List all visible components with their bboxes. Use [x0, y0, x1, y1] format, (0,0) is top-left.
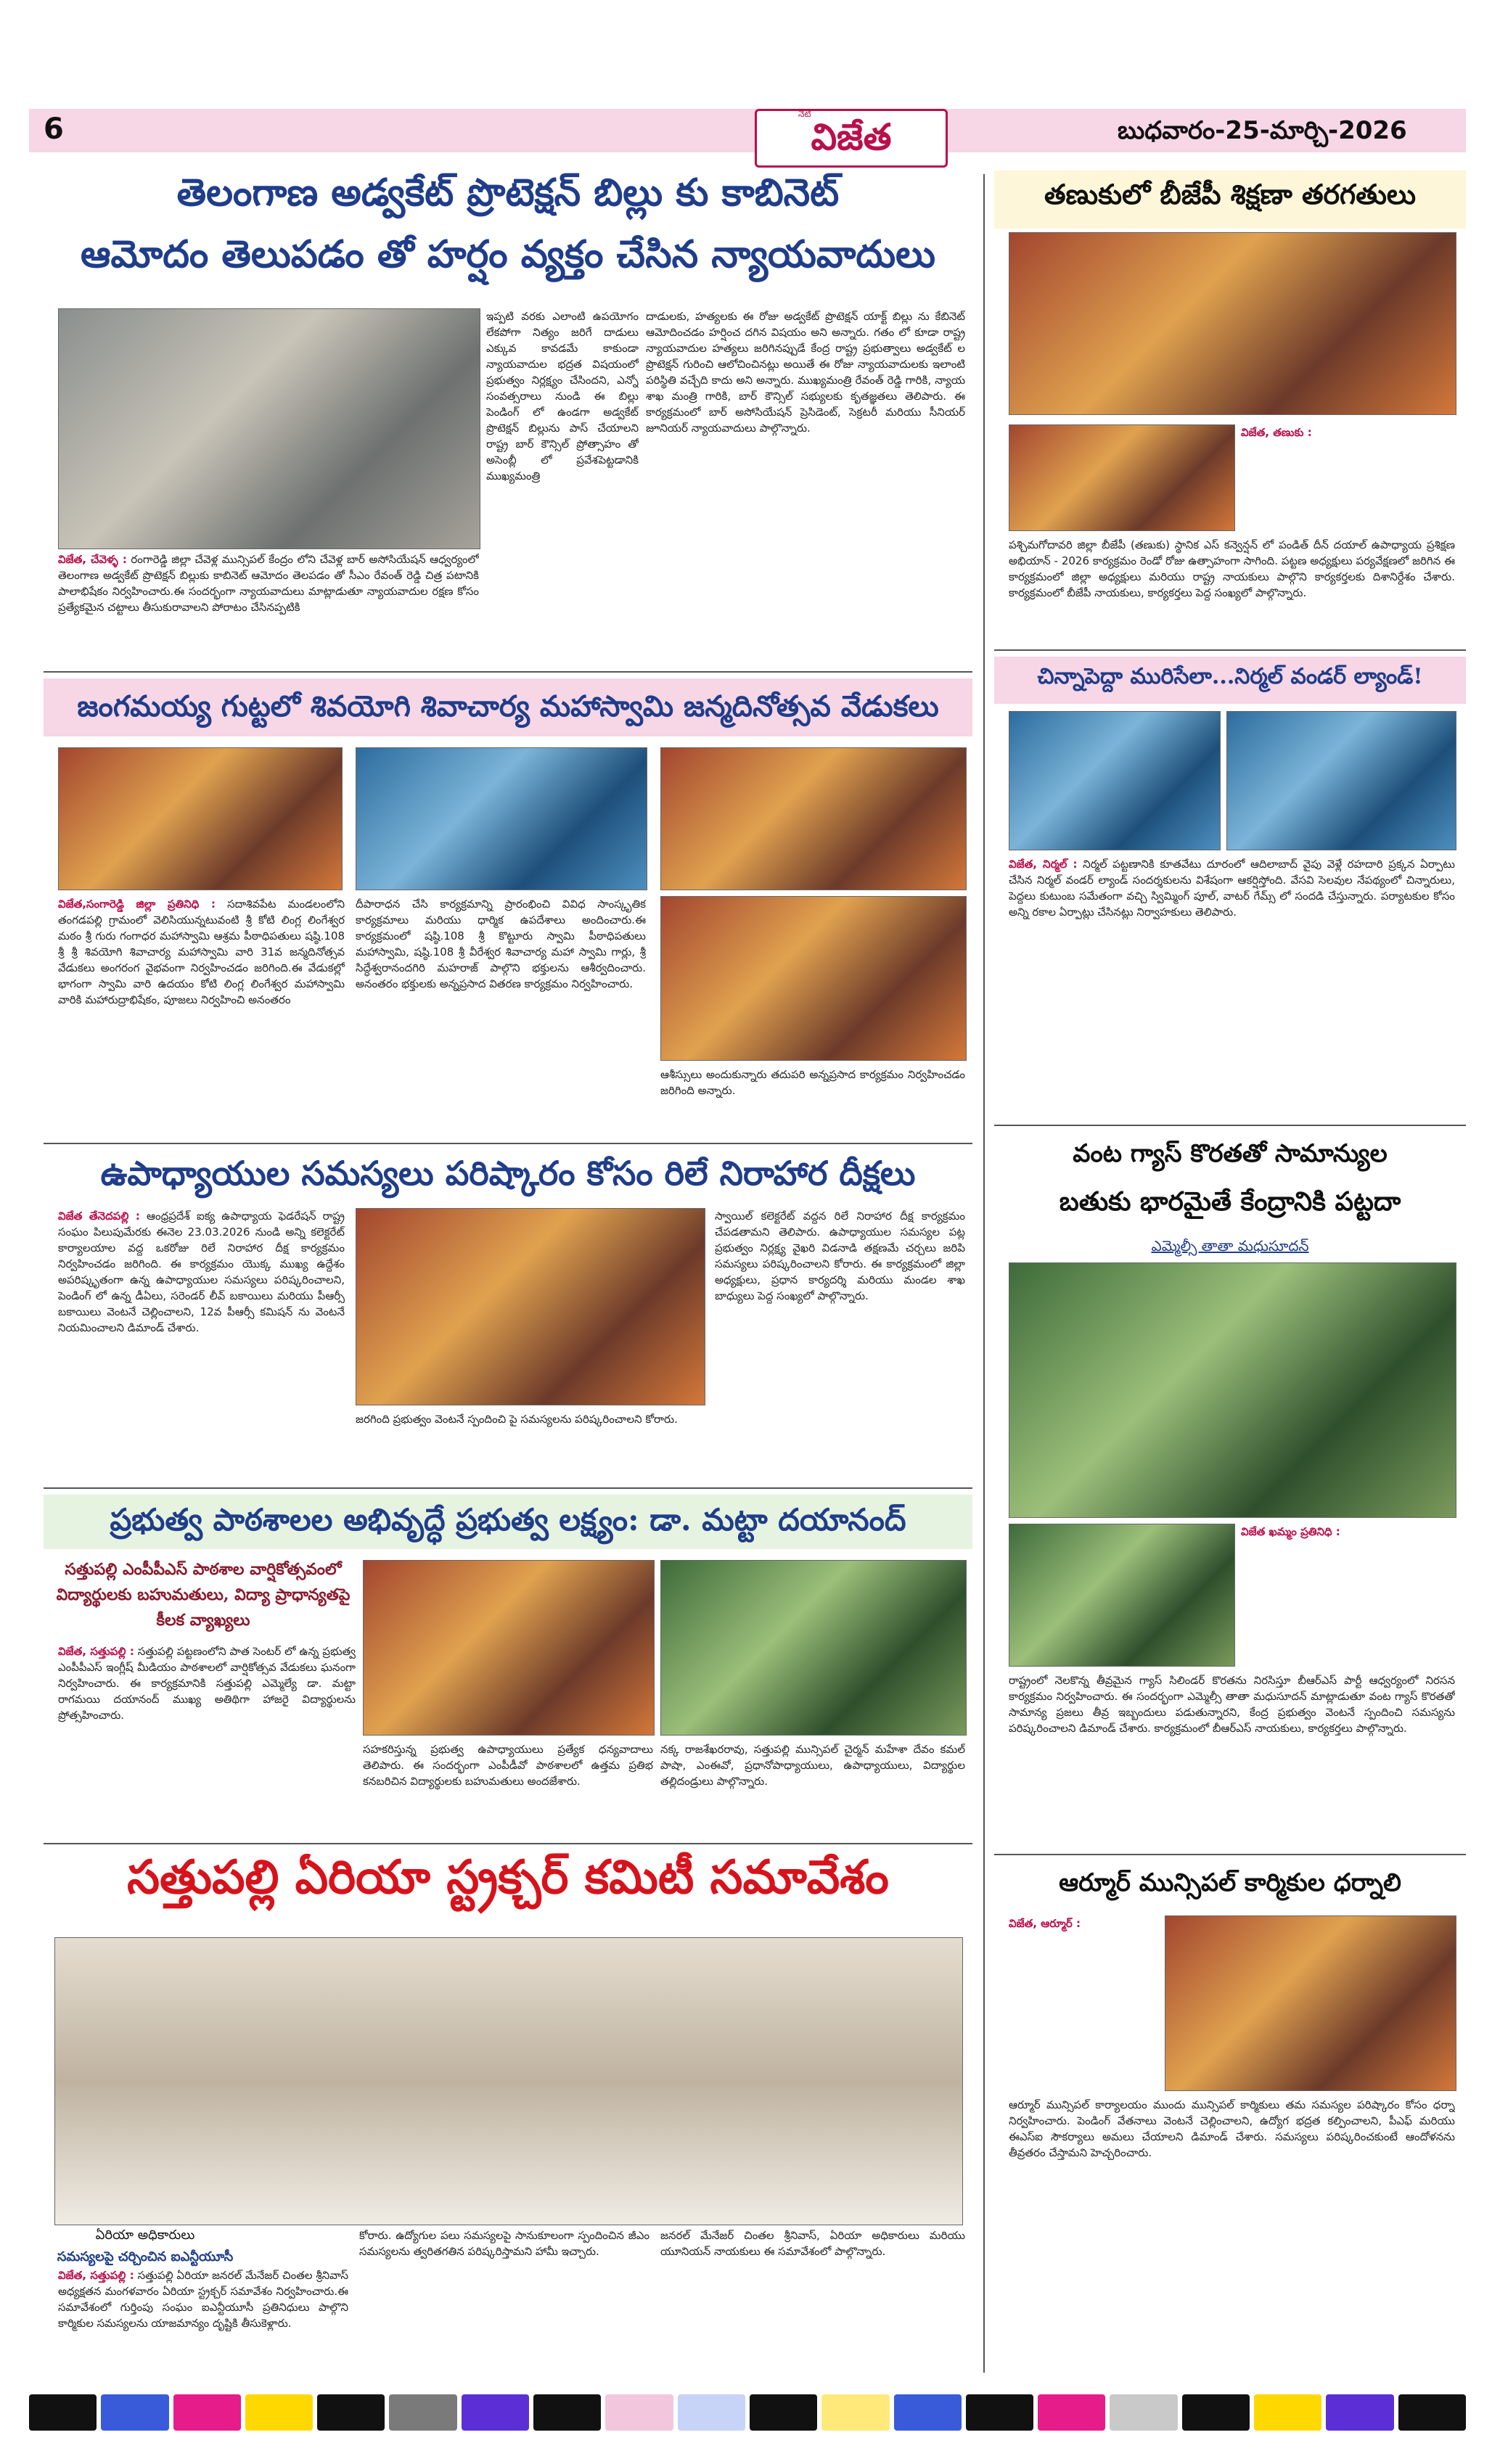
divider	[994, 1125, 1466, 1126]
article3-body-3: జరగింది ప్రభుత్వం వెంటనే స్పందించి పై సమస్యలను పరిష్కరించాలని కోరారు.	[356, 1413, 678, 1426]
article1-headline-1: తెలంగాణ అడ్వకేట్ ప్రొటెక్షన్ బిల్లు కు కాబినెట్	[176, 171, 840, 215]
color-registration-strip	[29, 2394, 1466, 2431]
article5-caption-2: సమస్యలపై చర్చించిన ఐఎన్టీయూసీ	[57, 2249, 234, 2264]
divider	[44, 1487, 972, 1489]
page-number: 6	[44, 112, 64, 146]
article4-photo-1	[363, 1560, 655, 1736]
side3-headline-2: బతుకు భారమైతే కేంద్రానికి పట్టదా	[1059, 1186, 1401, 1217]
article2-photo-3	[660, 747, 967, 890]
article1-body-2: ఇప్పటి వరకు ఎలాంటి ఉపయోగం లేకపోగా నిత్యం జరిగే దాడులు ఎక్కువ కావడమే కాకుండా న్యాయవాదుల భద్రత విషయంలో ప్రభుత్వం నిర్లక్ష్యం చేసిందని, ఎన్నో సంవత్సరాలు నుండి ఈ బిల్లు పెండింగ్ లో ఉండగా అడ్వకేట్ ప్రొటెక్షన్ బిల్లును పాస్ చేయాలని రాష్ట్ర బార్ కౌన్సిల్ ప్రోత్సాహం తో అసెంబ్లీ లో ప్రవేశపెట్టడానికి ముఖ్యమంత్రి	[486, 310, 639, 482]
article4-body-1	[58, 1643, 356, 1836]
side3-subline: ఎమ్మెల్సీ తాతా మధుసూదన్	[1151, 1237, 1309, 1254]
article2-photo-1	[58, 747, 343, 890]
article2-headline: జంగమయ్య గుట్టలో శివయోగి శివాచార్య మహాస్వామి జన్మదినోత్సవ వేడుకలు	[77, 689, 939, 723]
divider	[44, 1143, 972, 1144]
divider	[44, 671, 972, 673]
article3-body-1	[58, 1208, 345, 1480]
article2-photo-2	[356, 747, 647, 890]
article3-photo	[356, 1208, 705, 1405]
article5-body-3: జనరల్ మేనేజర్ చింతల శ్రీనివాస్, ఏరియా అధికారులు మరియు యూనియన్ నాయకులు ఈ సమావేశంలో పాల్గొన్నారు.	[660, 2229, 965, 2258]
article5-body-2: కోరారు. ఉద్యోగుల పలు సమస్యలపై సానుకూలంగా స్పందించిన జీఎం సమస్యలను త్వరితగతిన పరిష్కరిస్తామని హామీ ఇచ్చారు.	[359, 2229, 649, 2258]
side2-body	[1009, 856, 1455, 1117]
side1-photo-2	[1009, 424, 1235, 531]
side4-byline: విజేత, ఆర్మూర్ :	[1009, 1917, 1081, 1930]
side1-body-a	[1241, 424, 1455, 530]
article1-body-1	[58, 551, 479, 660]
column-divider	[983, 174, 985, 2373]
masthead-logo	[755, 109, 948, 168]
article4-body-1-text: సత్తుపల్లి పట్టణంలోని పాత సెంటర్ లో ఉన్న ప్రభుత్వ ఎంపీపీఎస్ ఇంగ్లీష్ మీడియం పాఠశాలలో వార్షికోత్సవ వేడుకలు ఘనంగా నిర్వహించారు. ఈ కార్యక్రమానికి సత్తుపల్లి ఎమ్మెల్యే డా. మట్టా రాగమయి దయానంద్ ముఖ్య అతిథిగా హాజరై విద్యార్థులను ప్రోత్సహించారు.	[58, 1645, 356, 1722]
article3-byline: విజేత తేనెదపల్లి :	[58, 1210, 140, 1223]
masthead-small: నేటి	[798, 109, 811, 119]
side1-photo-1	[1009, 232, 1456, 415]
side1-body: పశ్చిమగోదావరి జిల్లా బీజేపీ (తణుకు) స్థానిక ఎస్ కన్వెన్షన్ లో పండిత్ దీన్ దయాల్ ఉపాధ్యాయ ప్రశిక్షణ అభియాన్ - 2026 కార్యక్రమం రెండో రోజు ఉత్సాహంగా సాగింది. పట్టణ అధ్యక్షులు పర్యవేక్షణలో జరిగిన ఈ కార్యక్రమంలో జిల్లా అధ్యక్షులు మరియు రాష్ట్ర నాయకులు పాల్గొని కార్యకర్తలకు దిశానిర్దేశం చేశారు. కార్యక్రమంలో బీజేపీ నాయకులు, కార్యకర్తలు పెద్ద సంఖ్యలో పాల్గొన్నారు.	[1009, 538, 1455, 599]
article5-photo	[54, 1937, 963, 2225]
side2-photo-1	[1009, 711, 1221, 850]
article2-body-1	[58, 896, 345, 1136]
side2-headline: చిన్నాపెద్దా మురిసేలా...నిర్మల్ వండర్ ల్యాండ్!	[1037, 664, 1423, 689]
article3-body-2: స్వాయిల్ కలెక్టరేట్ వద్దన రిలే నిరాహార దీక్ష కార్యక్రమం చేపడతామని తెలిపారు. ఉపాధ్యాయుల సమస్యల పట్ల ప్రభుత్వం నిర్లక్ష్య వైఖరి విడనాడి తక్షణమే చర్చలు జరిపి సమస్యలు పరిష్కరించాలని కోరారు. ఈ కార్యక్రమంలో జిల్లా అధ్యక్షులు, ప్రధాన కార్యదర్శి మరియు మండల శాఖ బాధ్యులు పెద్ద సంఖ్యలో పాల్గొన్నారు.	[715, 1210, 965, 1302]
article1-headline-2: ఆమోదం తెలుపడం తో హర్షం వ్యక్తం చేసిన న్యాయవాదులు	[81, 232, 935, 276]
side1-byline: విజేత, తణుకు :	[1241, 426, 1312, 439]
side4-body-a	[1009, 1915, 1157, 2090]
article1-photo	[58, 308, 480, 549]
side4-photo	[1165, 1915, 1456, 2091]
side3-photo-1	[1009, 1262, 1456, 1518]
divider	[994, 1854, 1466, 1855]
article4-subhead-3: కీలక వ్యాఖ్యలు	[156, 1611, 250, 1630]
article5-byline: విజేత, సత్తుపల్లి :	[58, 2269, 134, 2282]
article1-body-1-text: రంగారెడ్డి జిల్లా చేవెళ్ల మున్సిపల్ కేంద్రం లోని చేవెళ్ల బార్ అసోసియేషన్ ఆధ్వర్యంలో తెలంగాణ అడ్వకేట్ ప్రొటెక్షన్ బిల్లుకు కాబినెట్ ఆమోదం తెలపడం తో సీఎం రేవంత్ రెడ్డి చిత్ర పటానికి పాలాభిషేకం నిర్వహించారు.ఈ సందర్భంగా న్యాయవాదులు మాట్లాడుతూ న్యాయవాదుల రక్షణ కోసం ప్రత్యేకమైన చట్టాలు తీసుకురావాలని పోరాటం చేసినప్పటికి	[58, 553, 479, 614]
masthead-title: విజేత	[811, 116, 892, 158]
article5-caption-1: ఏరియా అధికారులు	[95, 2227, 195, 2243]
side4-headline: ఆర్మూర్ మున్సిపల్ కార్మికుల ధర్నాలి	[1059, 1868, 1401, 1897]
side2-byline: విజేత, నిర్మల్ :	[1009, 858, 1078, 871]
side3-headline-1: వంట గ్యాస్ కొరతతో సామాన్యుల	[1073, 1139, 1388, 1168]
article4-photo-2	[660, 1560, 967, 1736]
divider	[44, 1843, 972, 1844]
article2-photo-4	[660, 896, 967, 1061]
side3-body: రాష్ట్రంలో నెలకొన్న తీవ్రమైన గ్యాస్ సిలిండర్ కొరతను నిరసిస్తూ బీఆర్ఎస్ పార్టీ ఆధ్వర్యంలో నిరసన కార్యక్రమం నిర్వహించారు. ఈ సందర్భంగా ఎమ్మెల్సీ తాతా మధుసూదన్ మాట్లాడుతూ వంట గ్యాస్ కొరతతో సామాన్య ప్రజలు తీవ్ర ఇబ్బందులు పడుతున్నారని, కేంద్ర ప్రభుత్వం వెంటనే స్పందించి సమస్యను పరిష్కరించాలని డిమాండ్ చేశారు. కార్యక్రమంలో బీఆర్ఎస్ నాయకులు, కార్యకర్తలు పాల్గొన్నారు.	[1009, 1674, 1455, 1735]
divider	[994, 649, 1466, 651]
article1-body-3: దాడులకు, హత్యలకు ఈ రోజు అడ్వకేట్ ప్రొటెక్షన్ యాక్ట్ బిల్లు ను కేబినెట్ ఆమోదించడం హర్షించ దగిన విషయం అని అన్నారు. గతం లో కూడా రాష్ట్ర న్యాయవాదుల హత్యలు జరిగినప్పుడే కేంద్ర రాష్ట్ర ప్రభుత్వాలు అడ్వకేట్ ల ప్రొటెక్షన్ గురించి ఆలోచించినట్లు అయితే ఈ రోజు న్యాయవాదులకు ఇలాంటి పరిస్థితి వచ్చేది కాదు అని అన్నారు. ముఖ్యమంత్రి రేవంత్ రెడ్డి గారికి, న్యాయ శాఖ మంత్రి గారికి, బార్ కౌన్సిల్ సభ్యులకు కృతజ్ఞతలు తెలిపారు. ఈ కార్యక్రమంలో బార్ అసోసియేషన్ ప్రెసిడెంట్, సెక్రటరీ మరియు సీనియర్ జూనియర్ న్యాయవాదులు పాల్గొన్నారు.	[646, 310, 965, 435]
article4-headline: ప్రభుత్వ పాఠశాలల అభివృద్ధే ప్రభుత్వ లక్ష్యం: డా. మట్టా దయానంద్	[110, 1502, 906, 1537]
side3-photo-2	[1009, 1524, 1235, 1667]
article3-body-1-text: ఆంధ్రప్రదేశ్ ఐక్య ఉపాధ్యాయ ఫెడరేషన్ రాష్ట్ర సంఘం పిలుపుమేరకు ఈనెల 23.03.2026 నుండి అన్ని కలెక్టరేట్ కార్యాలయాల వద్ద ఒకరోజు రిలే నిరాహార దీక్ష కార్యక్రమం నిర్వహించడం జరిగింది. ఈ కార్యక్రమం యొక్క ముఖ్య ఉద్దేశం అపరిష్కృతంగా ఉన్న ఉపాధ్యాయుల సమస్యలు పరిష్కరించాలని, పెండింగ్ లో ఉన్న డీఏలు, సరెండర్ లీవ్ బకాయిలు మరియు పీఆర్సీ బకాయిలు వెంటనే చెల్లించాలని, 12వ పీఆర్సీ కమిషన్ ను వెంటనే నియమించాలని డిమాండ్ చేశారు.	[58, 1210, 345, 1334]
article2-body-2: దీపారాధన చేసి కార్యక్రమాన్ని ప్రారంభించి వివిధ సాంస్కృతిక కార్యక్రమాలు మరియు ధార్మిక ఉపదేశాలు అందించారు.ఈ కార్యక్రమంలో షష్ఠి.108 శ్రీ కొట్టూరు స్వామి పీఠాధిపతులు మహాస్వామి, షష్ఠి.108 శ్రీ వీరేశ్వర శివాచార్య మహా స్వామి గార్లు, శ్రీ సిద్ధేశ్వరానందగిరి మహరాజ్ పాల్గొని భక్తులను ఆశీర్వదించారు. అనంతరం భక్తులకు అన్నప్రసాద వితరణ కార్యక్రమం నిర్వహించారు.	[356, 898, 646, 990]
article2-body-1-text: సదాశివపేట మండలంలోని తంగడపల్లి గ్రామంలో వెలిసియున్నటువంటి శ్రీ కోటి లింగ్ల లింగేశ్వర మఠం శ్రీ గురు గంగాధర మహాస్వామి ఆశ్రమ పీఠాధిపతులు షష్ఠి.108 శ్రీ శ్రీ శివయోగి శివాచార్య మహాస్వామి వారి 31వ జన్మదినోత్సవ వేడుకలు అంగరంగ వైభవంగా నిర్వహించడం జరిగింది.ఈ వేడుకల్లో భాగంగా స్వామి వారి ఉదయం కోటి లింగ్ల లింగేశ్వర మహాస్వామి వారికి మహారుద్రాభిషేకం, పూజలు నిర్వహించి అనంతరం	[58, 898, 345, 1006]
article4-body-3: నక్క రాజశేఖరరావు, సత్తుపల్లి మున్సిపల్ చైర్మన్ మహేశా దేవం కమల్ పాషా, ఎంఈవో, ప్రధానోపాధ్యాయులు, ఉపాధ్యాయులు, విద్యార్థుల తల్లిదండ్రులు పాల్గొన్నారు.	[660, 1743, 965, 1788]
side3-body-a	[1241, 1524, 1455, 1665]
article5-body-1-text: సత్తుపల్లి ఏరియా జనరల్ మేనేజర్ చింతల శ్రీనివాస్ అధ్యక్షతన మంగళవారం ఏరియా స్ట్రక్చర్ సమావేశం నిర్వహించారు.ఈ సమావేశంలో గుర్తింపు సంఘం ఐఎన్టీయూసీ ప్రతినిధులు పాల్గొని కార్మికుల సమస్యలను యాజమాన్యం దృష్టికి తీసుకెళ్లారు.	[58, 2269, 348, 2330]
article4-byline: విజేత, సత్తుపల్లి :	[58, 1645, 134, 1658]
article1-byline: విజేత, చేవెళ్ళ :	[58, 553, 127, 566]
article4-body-2: సహకరిస్తున్న ప్రభుత్వ ఉపాధ్యాయులు ప్రత్యేక ధన్యవాదాలు తెలిపారు. ఈ సందర్భంగా ఎంపీడీవో పాఠశాలలో ఉత్తమ ప్రతిభ కనబరిచిన విద్యార్థులకు బహుమతులు అందజేశారు.	[363, 1743, 653, 1788]
article4-subhead-2: విద్యార్థులకు బహుమతులు, విద్యా ప్రాధాన్యతపై	[56, 1585, 351, 1604]
side4-body: ఆర్మూర్ మున్సిపల్ కార్యాలయం ముందు మున్సిపల్ కార్మికులు తమ సమస్యల పరిష్కారం కోసం ధర్నా నిర్వహించారు. పెండింగ్ వేతనాలు వెంటనే చెల్లించాలని, ఉద్యోగ భద్రత కల్పించాలని, పీఎఫ్ మరియు ఈఎస్ఐ సౌకర్యాలు అమలు చేయాలని డిమాండ్ చేశారు. సమస్యలు పరిష్కరించకుంటే ఆందోళనను తీవ్రతరం చేస్తామని హెచ్చరించారు.	[1009, 2098, 1455, 2159]
side2-photo-2	[1226, 711, 1456, 850]
article5-headline: సత్తుపల్లి ఏరియా స్ట్రక్చర్ కమిటీ సమావేశం	[127, 1850, 889, 1905]
side1-headline: తణుకులో బీజేపీ శిక్షణా తరగతులు	[1044, 178, 1417, 210]
article5-body-1	[58, 2267, 348, 2380]
article2-byline: విజేత,సంగారెడ్డి జిల్లా ప్రతినిధి :	[58, 898, 216, 911]
side2-body-text: నిర్మల్ పట్టణానికి కూతవేటు దూరంలో ఆదిలాబాద్ వైపు వెళ్లే రహదారి ప్రక్కన ఏర్పాటు చేసిన నిర్మల్ వండర్ ల్యాండ్ సందర్శకులను విశేషంగా ఆకర్షిస్తోంది. వేసవి సెలవుల నేపథ్యంలో చిన్నారులు, పెద్దలు కుటుంబ సమేతంగా వచ్చి స్విమ్మింగ్ పూల్, వాటర్ గేమ్స్ లో సందడి చేస్తున్నారు. పర్యాటకుల కోసం అన్ని రకాల ఏర్పాట్లు చేసినట్లు నిర్వాహకులు తెలిపారు.	[1009, 858, 1455, 919]
date-line: బుధవారం-25-మార్చి-2026	[1118, 116, 1407, 145]
article2-body-3: ఆశీస్సులు అందుకున్నారు తదుపరి అన్నప్రసాద కార్యక్రమం నిర్వహించడం జరిగింది అన్నారు.	[660, 1068, 965, 1097]
article3-headline: ఉపాధ్యాయుల సమస్యలు పరిష్కారం కోసం రిలే నిరాహార దీక్షలు	[100, 1154, 916, 1193]
article4-subhead-1: సత్తుపల్లి ఎంపీపీఎస్ పాఠశాల వార్షికోత్సవంలో	[65, 1560, 342, 1579]
side3-byline: విజేత ఖమ్మం ప్రతినిధి :	[1241, 1525, 1340, 1538]
